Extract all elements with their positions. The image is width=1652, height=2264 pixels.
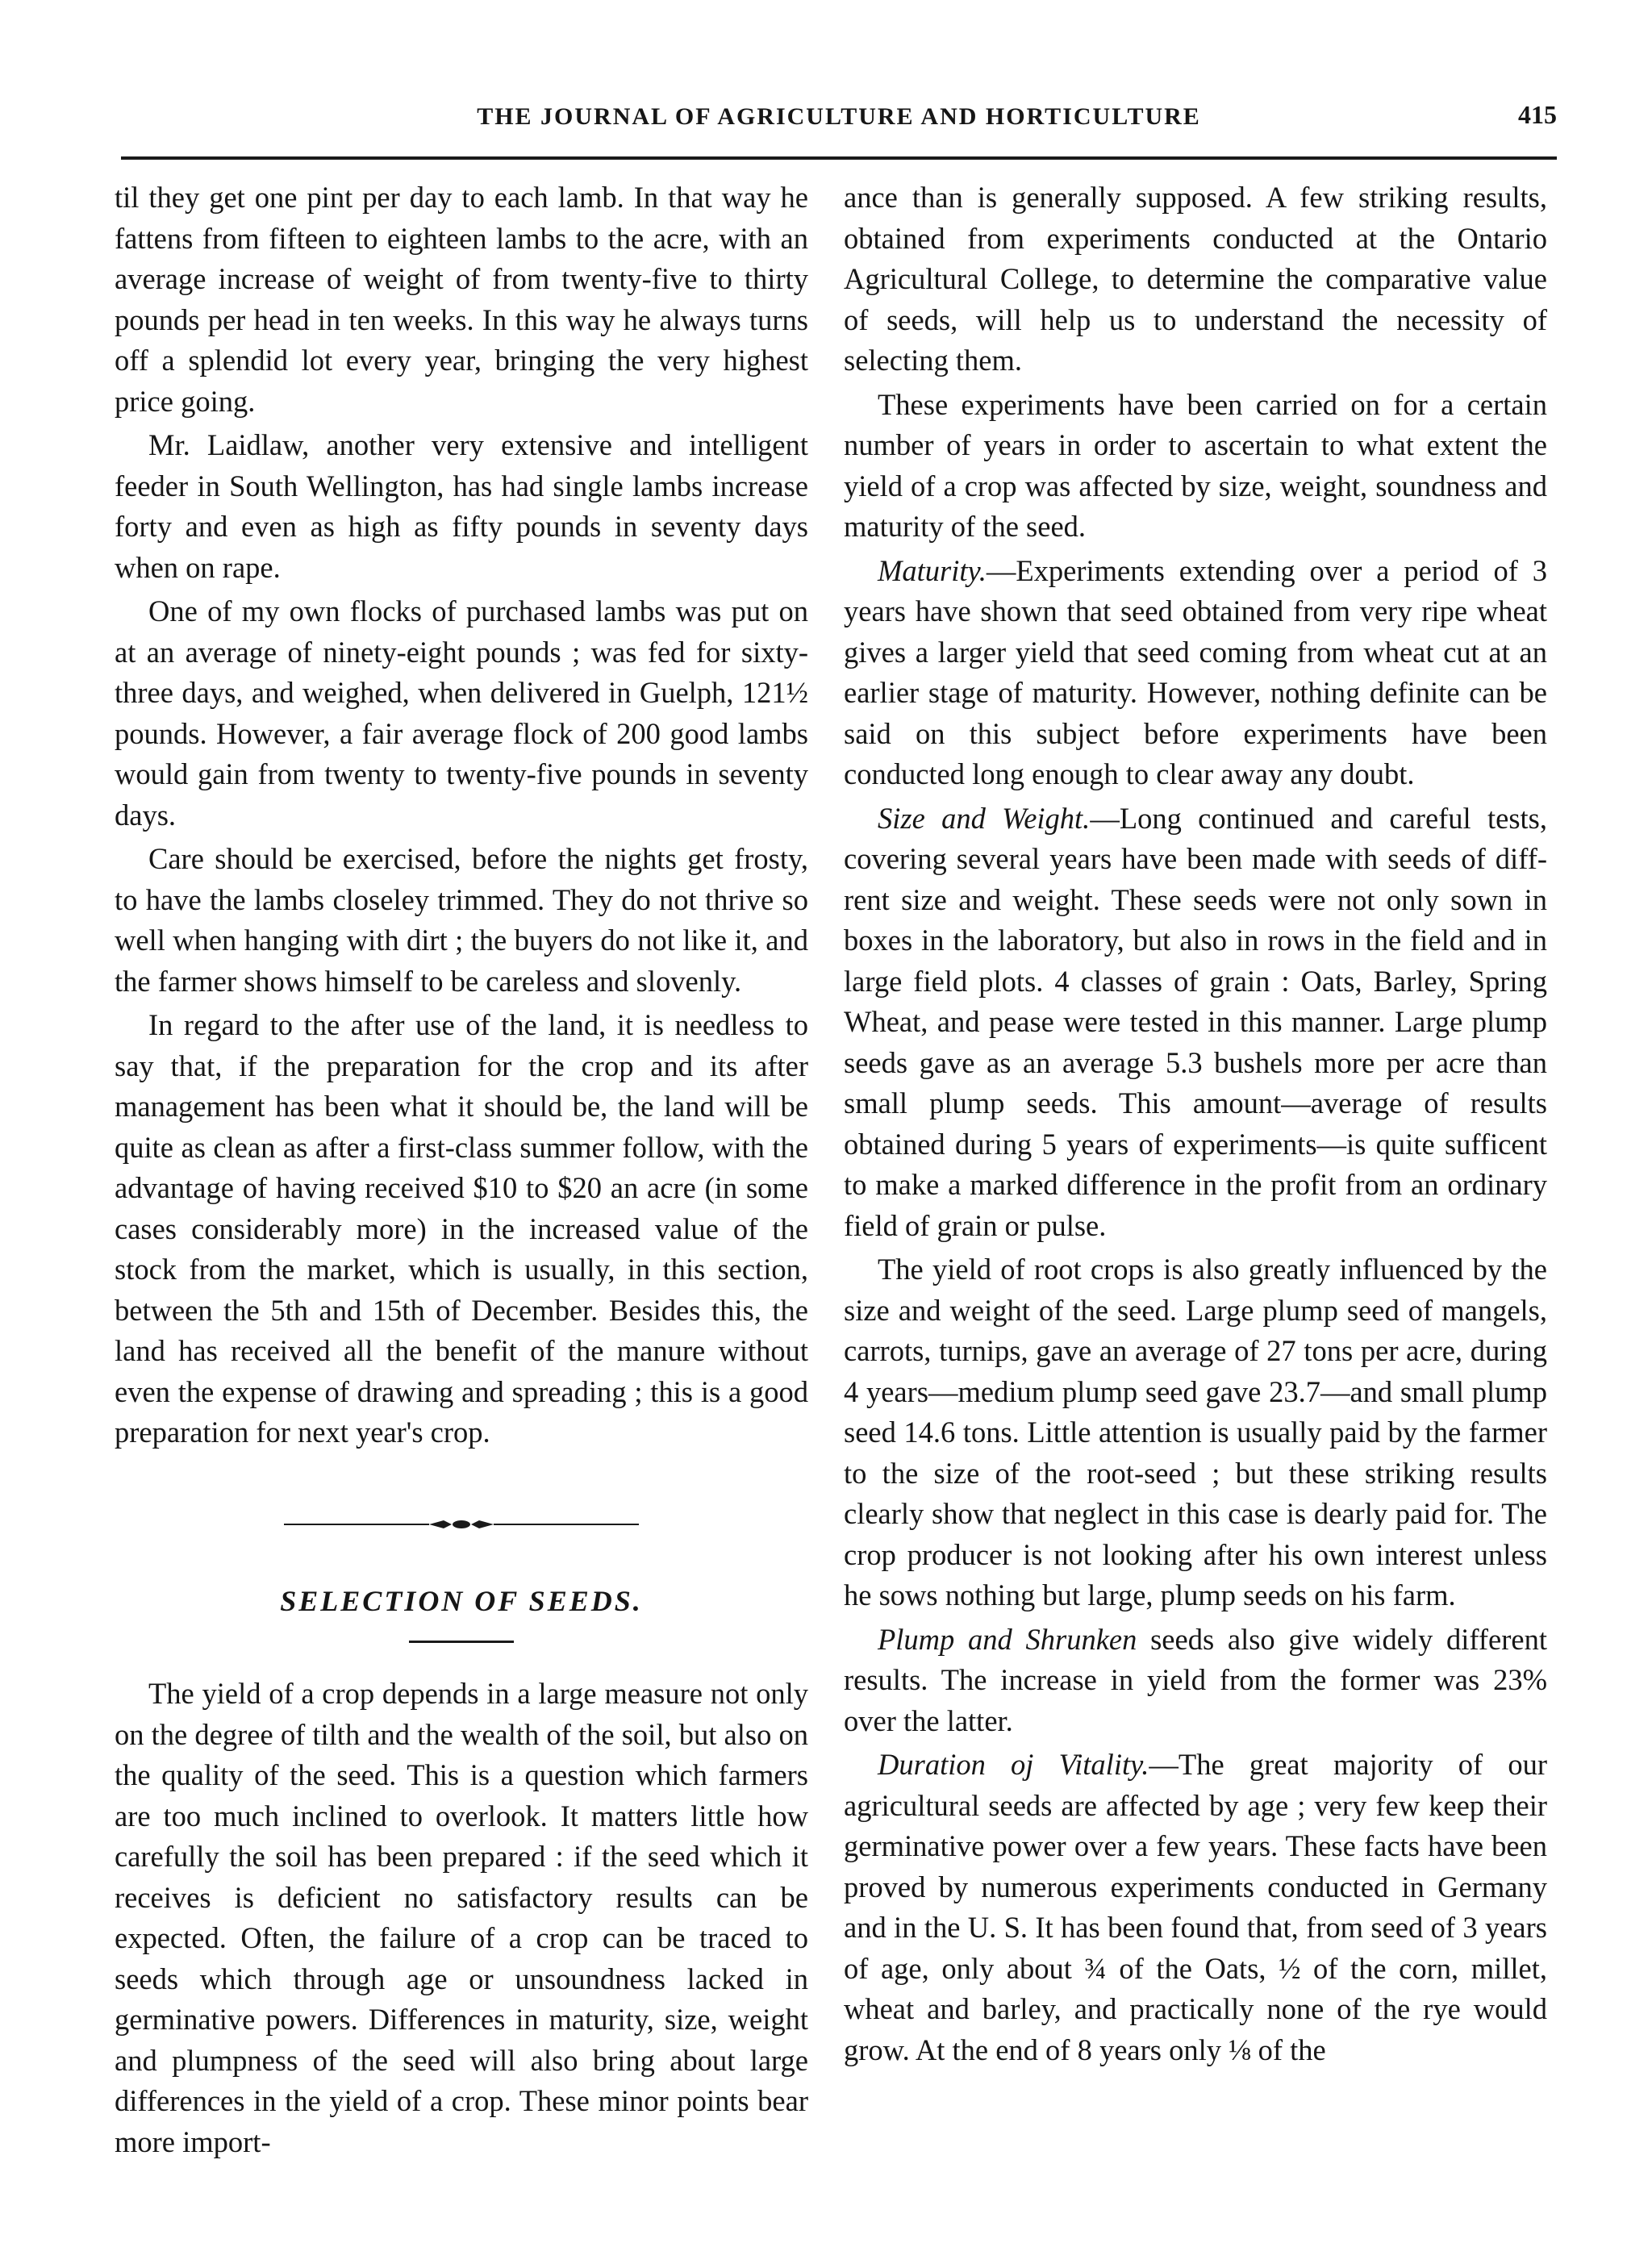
paragraph-text: —Experiments extending over a period of 3 years have shown that seed obtained from very ripe wheat gives a larger yield that seed coming from wheat cut at an earlier stage of maturity. However, nothing definite can be said on this subject before experiments have been conducted long enough to clear away any doubt.	[844, 553, 1547, 790]
section-title: SELECTION OF SEEDS.	[280, 1584, 643, 1617]
paragraph: In regard to the after use of the land, it is needless to say that, if the preparation for the crop and its after management has been what it should be, the land will be quite as clean as after a first-class summer follow, with the advantage of having received $10 to $20 an acre (in some cases considerably more) in the increased value of the stock from the market, which is usually, in this section, between the 5th and 15th of December. Besides this, the land has received all the benefit of the manure without even the expense of drawing and spreading ; this is a good preparation for next year's crop.	[115, 1008, 808, 1449]
running-title: THE JOURNAL OF AGRICULTURE AND HORTICULTURE	[477, 103, 1201, 130]
paragraph: Care should be exercised, before the nights get frosty, to have the lambs closeley trimmed. They do not thrive so well when hanging with dirt ; the buyers do not like it, and the farmer shows himself to be careless and slovenly.	[115, 842, 808, 998]
paragraph	[844, 798, 1547, 1247]
paragraph	[844, 551, 1547, 795]
header-rule	[121, 156, 1557, 160]
right-column	[844, 177, 1547, 2070]
paragraph-text: seeds also give widely different results. The increase in yield from the former was 23% over the latter.	[844, 1622, 1548, 1737]
paragraph: Mr. Laidlaw, another very extensive and intelligent feeder in South Wellington, has had single lambs increase forty and even as high as fifty pounds in seventy days when on rape.	[115, 428, 808, 584]
ornament-icon	[284, 1516, 639, 1532]
page-number: 415	[1518, 100, 1557, 129]
left-column	[115, 177, 808, 2162]
paragraph: The yield of root crops is also greatly influenced by the size and weight of the seed. Large plump seed of mangels, carrots, turnips, gave an average of 27 tons per acre, during 4 years—medium plump seed gave 23.7—and small plump seed 14.6 tons. Little attention is usually paid by the farmer to the size of the root-seed ; but these striking results clearly show that neglect in this case is dearly paid for. The crop producer is not looking after his own interest unless he sows nothing but large, plump seeds on his farm.	[844, 1253, 1547, 1611]
paragraph: The yield of a crop depends in a large measure not only on the degree of tilth and the wealth of the soil, but also on the quality of the seed. This is a question which farmers are too much inclined to overlook. It matters little how carefully the soil has been prepared : if the seed which it receives is deficient no satisfactory results can be expected. Often, the failure of a crop can be traced to seeds which through age or unsoundness lacked in germinative powers. Differences in maturity, size, weight and plumpness of the seed will also bring about large differences in the yield of a crop. These minor points bear more import-	[115, 1677, 808, 2158]
subheading: Duration oj Vitality.	[878, 1748, 1149, 1781]
paragraph-text: —The great majority of our agricultural seeds are affected by age ; very few keep their germinative power over a few years. These facts have been proved by numerous experiments conducted in Germany and in the U. S. It has been found that, from seed of 3 years of age, only about ¾ of the Oats, ½ of the corn, millet, wheat and barley, and practically none of the rye would grow. At the end of 8 years only ⅛ of the	[844, 1748, 1547, 2066]
subheading: Maturity.	[878, 553, 987, 587]
paragraph	[844, 1620, 1547, 1742]
paragraph: One of my own flocks of purchased lambs was put on at an average of ninety-eight pounds ; was fed for sixty-three days, and weighed, when delivered in Guelph, 121½ pounds. However, a fair average flock of 200 good lambs would gain from twenty to twenty-five pounds in seventy days.	[115, 594, 808, 832]
paragraph: ance than is generally supposed. A few striking results, obtained from experiments conducted at the Ontario Agricultural College, to determine the comparative value of seeds, will help us to understand the necessity of selecting them.	[844, 181, 1547, 377]
paragraph-text: —Long continued and careful tests, covering several years have been made with seeds of diff-rent size and weight. These seeds were not only sown in boxes in the laboratory, but also in rows in the field and in large field plots. 4 classes of grain : Oats, Barley, Spring Wheat, and pease were tested in this manner. Large plump seeds gave as an average 5.3 bushels more per acre than small plump seeds. This amount—average of results obtained during 5 years of experiments—is quite sufficent to make a marked difference in the profit from an ordinary field of grain or pulse.	[844, 801, 1547, 1242]
paragraph: These experiments have been carried on for a certain number of years in order to ascertain to what extent the yield of a crop was affected by size, weight, soundness and maturity of the seed.	[844, 387, 1547, 543]
page-header	[121, 97, 1557, 145]
section-title-rule	[409, 1641, 514, 1643]
section-divider-ornament	[284, 1510, 639, 1539]
paragraph: til they get one pint per day to each lamb. In that way he fattens from fifteen to eighteen lambs to the acre, with an average increase of weight of from twenty-five to thirty pounds per head in ten weeks. In this way he always turns off a splendid lot every year, bringing the very highest price going.	[115, 181, 808, 418]
paragraph	[844, 1745, 1547, 2070]
subheading: Plump and Shrunken	[878, 1622, 1137, 1656]
subheading: Size and Weight.	[878, 801, 1091, 835]
